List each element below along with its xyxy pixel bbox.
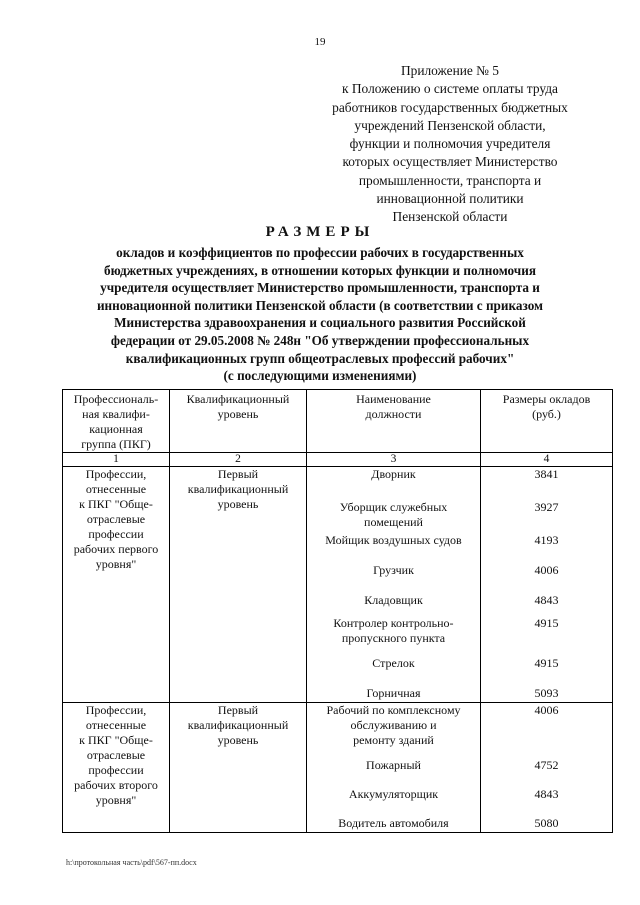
subtitle-line: квалификационных групп общеотраслевых профессий рабочих"	[125, 350, 515, 366]
salary-value: 4843	[534, 787, 559, 801]
header-salary: Размеры окладов (руб.)	[481, 390, 613, 453]
position-item: Дворник	[371, 467, 416, 481]
document-title: РАЗМЕРЫ	[265, 224, 375, 240]
salary-value: 5080	[534, 816, 559, 830]
appendix-line: Приложение № 5	[400, 63, 500, 78]
salary-value: 4915	[534, 656, 559, 670]
position-item: Рабочий по комплексному обслуживанию и ремонту зданий	[326, 703, 461, 747]
level-cell: Первый квалификационный уровень	[170, 467, 307, 703]
column-number: 3	[307, 453, 481, 467]
column-number: 2	[170, 453, 307, 467]
subtitle-line: окладов и коэффициентов по профессии рабочих в государственных	[116, 245, 524, 260]
salary-value: 4006	[534, 563, 559, 577]
salary-value: 4843	[534, 593, 559, 607]
subtitle-line: Министерства здравоохранения и социального развития Российской	[114, 315, 526, 331]
salary-table	[62, 389, 613, 833]
positions-cell	[307, 703, 481, 833]
subtitle-line: инновационной политики Пензенской области (в соответствии с приказом	[96, 297, 544, 313]
positions-cell	[307, 467, 481, 703]
subtitle-line: федерации от 29.05.2008 № 248н "Об утверждении профессиональных	[110, 332, 530, 348]
column-number: 1	[63, 453, 170, 467]
pkg-cell: Профессии, отнесенные к ПКГ "Обще- отраслевые профессии рабочих второго уровня"	[63, 703, 170, 833]
appendix-line: которых осуществляет Министерство	[342, 154, 558, 170]
position-item: Водитель автомобиля	[338, 816, 449, 830]
salary-value: 3841	[534, 467, 559, 481]
page-number: 19	[314, 36, 326, 48]
position-item: Аккумуляторщик	[348, 787, 439, 801]
salary-value: 4915	[534, 616, 559, 630]
position-item: Мойщик воздушных судов	[325, 533, 462, 547]
salaries-cell	[481, 703, 613, 833]
salaries-cell	[481, 467, 613, 703]
appendix-line: инновационной политики	[376, 191, 524, 207]
position-item: Уборщик служебных помещений	[339, 500, 448, 529]
document-subtitle	[50, 244, 590, 385]
position-item: Грузчик	[373, 563, 414, 577]
salary-value: 3927	[534, 500, 559, 514]
salary-value: 4006	[534, 703, 559, 717]
file-path-footer: h:\протокольная часть\pdf\567-пп.docx	[66, 858, 197, 867]
subtitle-line: учредителя осуществляет Министерство промышленности, транспорта и	[100, 280, 540, 296]
column-number: 4	[481, 453, 613, 467]
position-item: Стрелок	[372, 656, 415, 670]
header-level: Квалификационный уровень	[170, 390, 307, 453]
position-item: Горничная	[366, 686, 421, 700]
subtitle-line: бюджетных учреждениях, в отношении которых функции и полномочия	[104, 262, 536, 278]
position-item: Кладовщик	[364, 593, 423, 607]
appendix-line: функции и полномочия учредителя	[349, 136, 551, 152]
position-item: Пожарный	[366, 758, 421, 772]
header-pkg: Профессиональ- ная квалифи- кационная группа (ПКГ)	[63, 390, 170, 453]
table-row	[63, 467, 613, 703]
appendix-line: к Положению о системе оплаты труда	[342, 81, 558, 97]
column-number-row	[63, 453, 613, 467]
appendix-line: Пензенской области	[392, 209, 508, 225]
subtitle-line: (с последующими изменениями)	[223, 368, 417, 384]
appendix-header	[300, 62, 600, 227]
table-row	[63, 703, 613, 833]
appendix-line: работников государственных бюджетных	[332, 99, 568, 115]
appendix-line: промышленности, транспорта и	[358, 172, 542, 188]
level-cell: Первый квалификационный уровень	[170, 703, 307, 833]
appendix-line: учреждений Пензенской области,	[354, 117, 546, 133]
position-item: Контролер контрольно- пропускного пункта	[333, 616, 454, 645]
salary-value: 4752	[534, 758, 559, 772]
salary-value: 5093	[534, 686, 559, 700]
header-position: Наименование должности	[307, 390, 481, 453]
salary-value: 4193	[534, 533, 559, 547]
pkg-cell: Профессии, отнесенные к ПКГ "Обще- отраслевые профессии рабочих первого уровня"	[63, 467, 170, 703]
table-header-row	[63, 390, 613, 453]
